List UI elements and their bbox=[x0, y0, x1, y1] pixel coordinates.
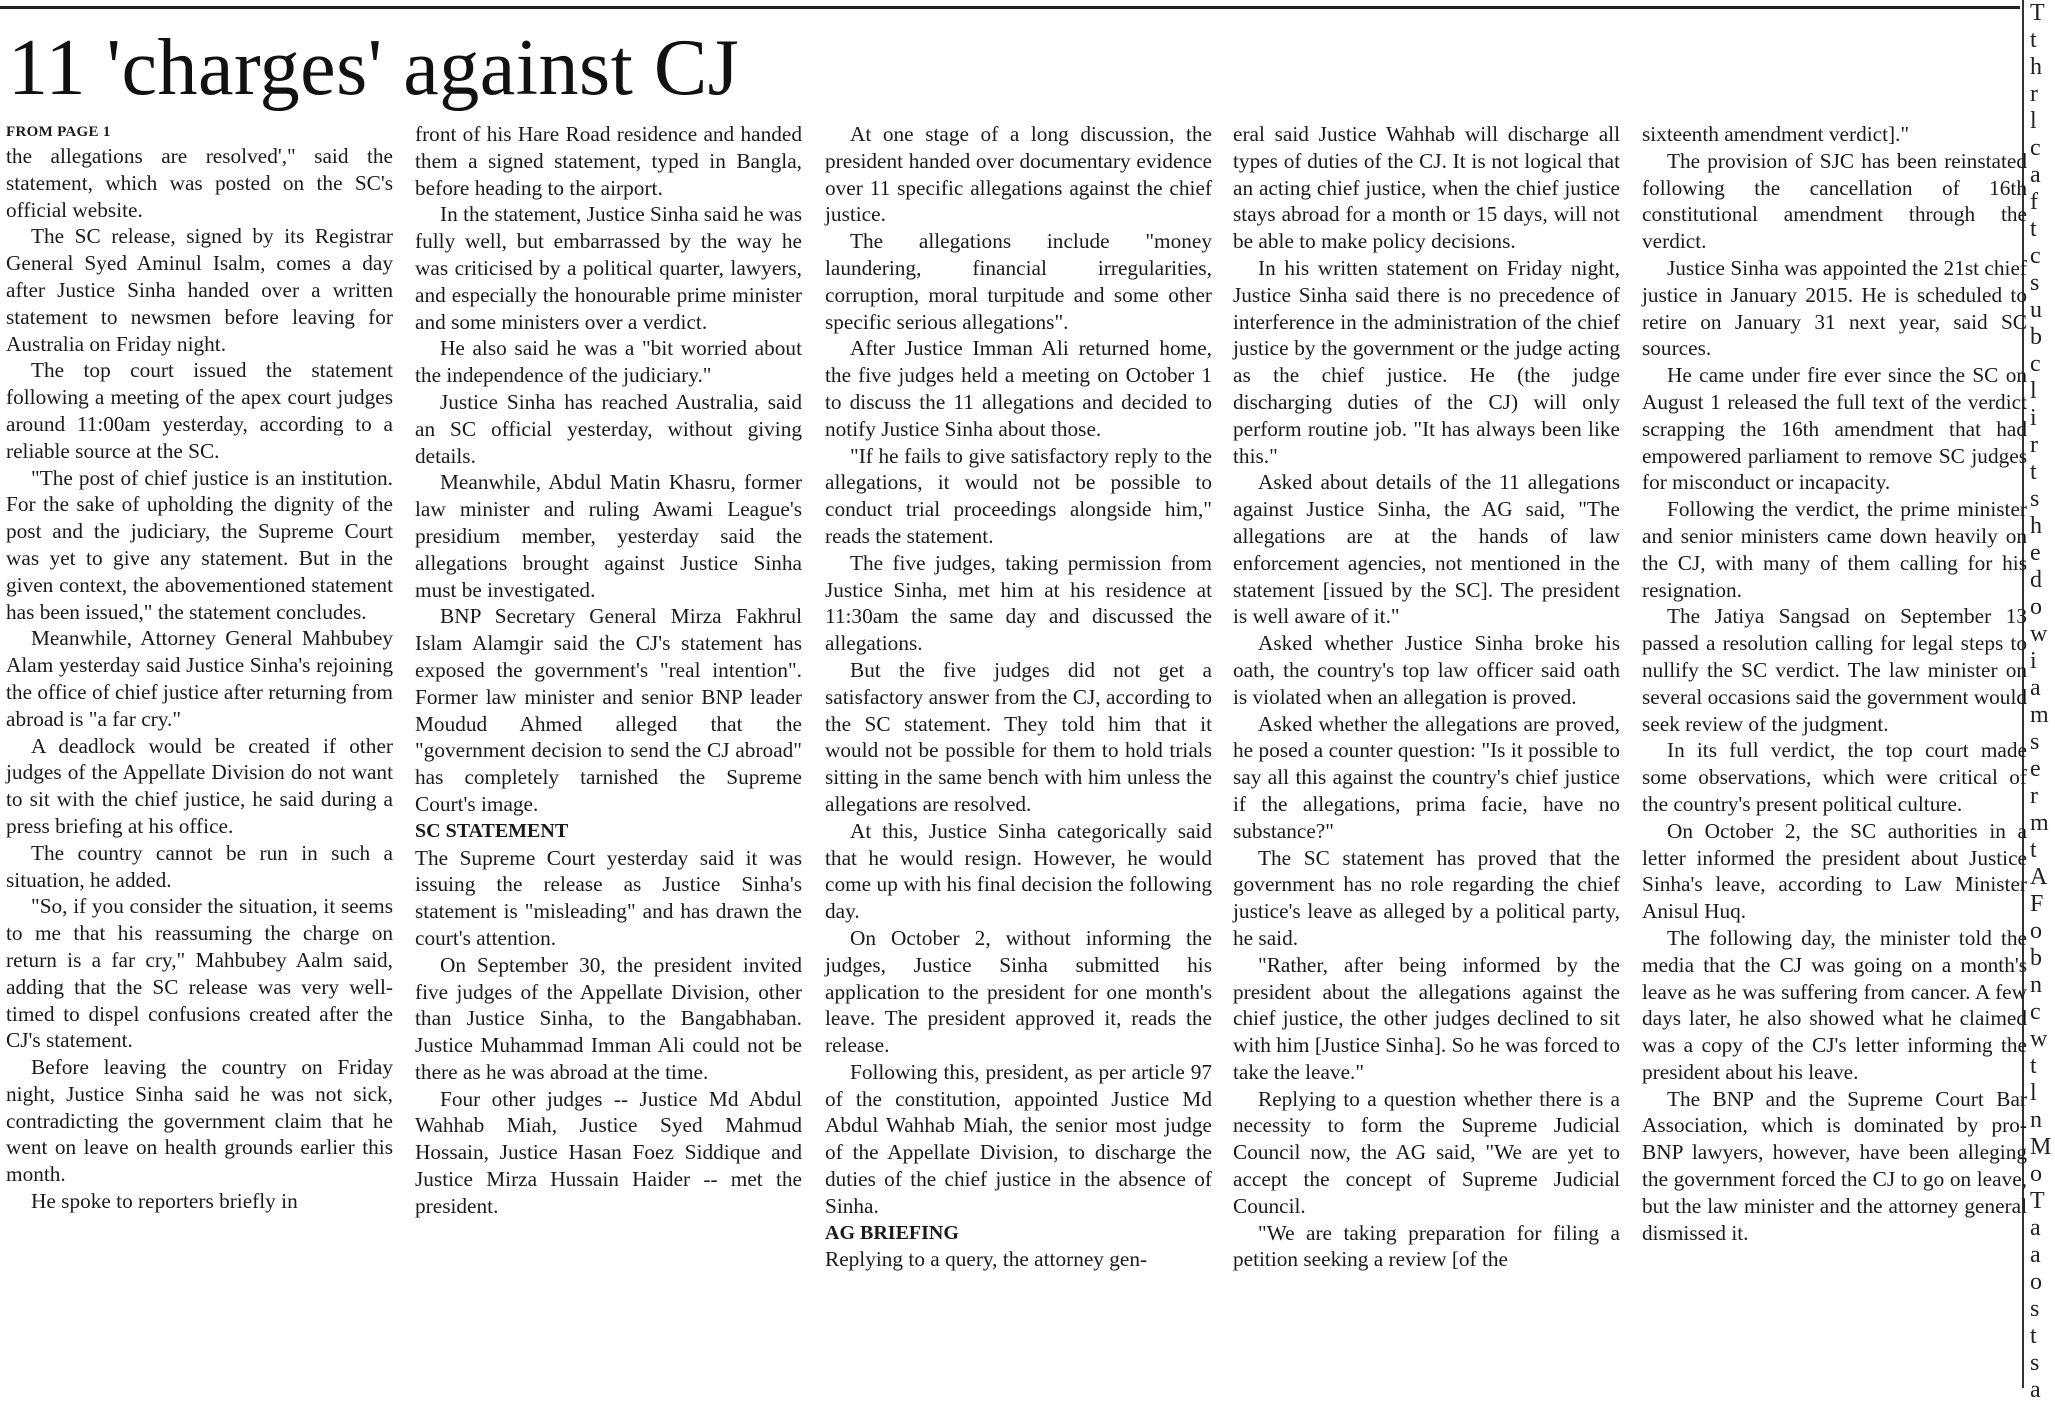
edge-letter: t bbox=[2030, 1323, 2037, 1349]
edge-letter: i bbox=[2030, 405, 2037, 431]
paragraph: Four other judges -- Justice Md Abdul Wahhab Miah, Justice Syed Mahmud Hossain, Justice Hasan Foez Siddique and Justice Mirza Hussain Haider -- met the president. bbox=[415, 1086, 802, 1218]
paragraph: Justice Sinha has reached Australia, said an SC official yesterday, without giving details. bbox=[415, 389, 802, 468]
adjacent-article-edge bbox=[2030, 0, 2055, 1403]
article-column-1 bbox=[6, 121, 393, 1361]
edge-letter: a bbox=[2030, 675, 2041, 701]
edge-letter: l bbox=[2030, 378, 2037, 404]
article-column-4 bbox=[1233, 121, 1620, 1361]
edge-letter: c bbox=[2030, 135, 2041, 161]
paragraph: eral said Justice Wahhab will discharge all types of duties of the CJ. It is not logical that an acting chief justice, when the chief justice stays abroad for a month or 15 days, will not be able to make policy decisions. bbox=[1233, 122, 1620, 254]
edge-letter: u bbox=[2030, 297, 2042, 323]
edge-letter: t bbox=[2030, 27, 2037, 53]
section-subhead: AG BRIEFING bbox=[825, 1221, 959, 1244]
edge-letter: i bbox=[2030, 648, 2037, 674]
edge-letter: a bbox=[2030, 1242, 2041, 1268]
edge-letter: t bbox=[2030, 1053, 2037, 1079]
paragraph: Following this, president, as per article 97 of the constitution, appointed Justice Md Abdul Wahhab Miah, the senior most judge of the Appellate Division, to discharge the duties of the chief justice in the absence of Sinha. bbox=[825, 1059, 1212, 1218]
paragraph: The Jatiya Sangsad on September 13 passed a resolution calling for legal steps to nullify the SC verdict. The law minister on several occasions said the government would seek review of the judgment. bbox=[1642, 604, 2028, 736]
edge-letter: A bbox=[2030, 864, 2048, 890]
edge-letter: F bbox=[2030, 891, 2044, 917]
edge-letter: d bbox=[2030, 567, 2042, 593]
paragraph: Asked about details of the 11 allegations against Justice Sinha, the AG said, "The allegations are at the hands of law enforcement agencies, not mentioned in the statement [issued by the SC]. The president is well aware of it." bbox=[1233, 470, 1620, 629]
paragraph: "If he fails to give satisfactory reply to the allegations, it would not be possible to conduct trial proceedings alongside him," reads the statement. bbox=[825, 443, 1212, 548]
paragraph: Before leaving the country on Friday night, Justice Sinha said he was not sick, contradicting the government claim that he went on leave on health grounds earlier this month. bbox=[6, 1055, 393, 1187]
edge-letter: h bbox=[2030, 513, 2042, 539]
edge-letter: a bbox=[2030, 162, 2041, 188]
paragraph: The SC release, signed by its Registrar General Syed Aminul Isalm, comes a day after Justice Sinha handed over a written statement to newsmen before leaving for Australia on Friday night. bbox=[6, 224, 393, 356]
edge-letter: t bbox=[2030, 459, 2037, 485]
paragraph: "Rather, after being informed by the president about the allegations against the chief justice, the other judges declined to sit with him [Justice Sinha]. So he was forced to take the leave." bbox=[1233, 952, 1620, 1084]
article-column-3 bbox=[825, 121, 1212, 1361]
edge-letter: r bbox=[2030, 81, 2038, 107]
section-subhead: SC STATEMENT bbox=[415, 819, 569, 842]
paragraph: On October 2, without informing the judges, Justice Sinha submitted his application to the president for one month's leave. The president approved it, reads the release. bbox=[825, 925, 1212, 1058]
edge-letter: T bbox=[2030, 1188, 2045, 1214]
edge-letter: h bbox=[2030, 54, 2042, 80]
edge-letter: e bbox=[2030, 756, 2041, 782]
edge-letter: M bbox=[2030, 1134, 2052, 1160]
edge-letter: o bbox=[2030, 1269, 2042, 1295]
edge-letter: a bbox=[2030, 1377, 2041, 1403]
paragraph: Meanwhile, Attorney General Mahbubey Alam yesterday said Justice Sinha's rejoining the office of chief justice after returning from abroad is "a far cry." bbox=[6, 626, 393, 731]
edge-letter: w bbox=[2030, 621, 2048, 647]
paragraph: In his written statement on Friday night, Justice Sinha said there is no precedence of interference in the administration of the chief justice by the government or the judge acting as the chief justice. He (the judge discharging duties of the CJ) will only perform routine job. "It has always been like this." bbox=[1233, 255, 1620, 468]
paragraph: "So, if you consider the situation, it seems to me that his reassuming the charge on return is a far cry," Mahbubey Aalm said, adding that the SC release was very well-timed to dispel confusions created after the CJ's statement. bbox=[6, 894, 393, 1053]
paragraph: Asked whether the allegations are proved, he posed a counter question: "Is it possible to say all this against the country's chief justice if the allegations, prima facie, have no substance?" bbox=[1233, 711, 1620, 843]
edge-letter: t bbox=[2030, 837, 2037, 863]
paragraph: "We are taking preparation for filing a petition seeking a review [of the bbox=[1233, 1220, 1620, 1272]
edge-letter: b bbox=[2030, 945, 2042, 971]
paragraph: On October 2, the SC authorities in a letter informed the president about Justice Sinha's leave, according to Law Minister Anisul Huq. bbox=[1642, 818, 2027, 924]
paragraph: the allegations are resolved'," said the statement, which was posted on the SC's official website. bbox=[6, 144, 393, 222]
paragraph: Replying to a query, the attorney gen- bbox=[825, 1247, 1148, 1272]
paragraph: Justice Sinha was appointed the 21st chief justice in January 2015. He is scheduled to retire on January 31 next year, said SC sources. bbox=[1642, 255, 2027, 361]
paragraph: The allegations include "money laundering, financial irregularities, corruption, moral turpitude and some other specific serious allegations". bbox=[825, 229, 1212, 334]
paragraph: BNP Secretary General Mirza Fakhrul Islam Alamgir said the CJ's statement has exposed the government's "real intention". Former law minister and senior BNP leader Moudud Ahmed alleged that the "government decision to send the CJ abroad" has completely tarnished the Supreme Court's image. bbox=[415, 604, 802, 816]
edge-letter: o bbox=[2030, 918, 2042, 944]
edge-letter: c bbox=[2030, 351, 2041, 377]
edge-letter: c bbox=[2030, 243, 2041, 269]
edge-letter: b bbox=[2030, 324, 2042, 350]
edge-letter: s bbox=[2030, 1350, 2040, 1376]
paragraph: The provision of SJC has been reinstated following the cancellation of 16th constitutional amendment through the verdict. bbox=[1642, 148, 2027, 254]
paragraph: At one stage of a long discussion, the president handed over documentary evidence over 11 specific allegations against the chief justice. bbox=[825, 122, 1212, 227]
edge-letter: m bbox=[2030, 702, 2049, 728]
edge-letter: t bbox=[2030, 216, 2037, 242]
paragraph: In the statement, Justice Sinha said he was fully well, but embarrassed by the way he was criticised by a political quarter, lawyers, and especially the honourable prime minister and some ministers over a verdict. bbox=[415, 202, 802, 334]
paragraph: On September 30, the president invited five judges of the Appellate Division, other than Justice Sinha, to the Bangabhaban. Justice Muhammad Imman Ali could not be there as he was abroad at the time. bbox=[415, 952, 802, 1084]
paragraph: Following the verdict, the prime minister and senior ministers came down heavily on the CJ, with many of them calling for his resignation. bbox=[1642, 497, 2027, 602]
paragraph: He spoke to reporters briefly in bbox=[31, 1189, 298, 1214]
headline: 11 'charges' against CJ bbox=[8, 24, 740, 112]
paragraph: But the five judges did not get a satisfactory answer from the CJ, according to the SC statement. They told him that it would not be possible for them to hold trials sitting in the same bench with him unless the allegations are resolved. bbox=[825, 657, 1212, 816]
edge-letter: r bbox=[2030, 783, 2038, 809]
continuation-kicker: FROM PAGE 1 bbox=[6, 124, 111, 140]
paragraph: Replying to a question whether there is a necessity to form the Supreme Judicial Council now, the AG said, "We are yet to accept the concept of Supreme Judicial Council. bbox=[1233, 1086, 1620, 1218]
paragraph: sixteenth amendment verdict]." bbox=[1642, 122, 1910, 146]
edge-letter: m bbox=[2030, 810, 2049, 836]
paragraph: After Justice Imman Ali returned home, the five judges held a meeting on October 1 to discuss the 11 allegations and decided to notify Justice Sinha about those. bbox=[825, 336, 1212, 441]
paragraph: "The post of chief justice is an institution. For the sake of upholding the dignity of the post and the judiciary, the Supreme Court was yet to give any statement. But in the given context, the abovementioned statement has been issued," the statement concludes. bbox=[6, 465, 393, 624]
paragraph: The BNP and the Supreme Court Bar Association, which is dominated by pro-BNP lawyers, however, have been alleging the government forced the CJ to go on leave, but the law minister and the attorney general dismissed it. bbox=[1642, 1086, 2027, 1245]
top-rule bbox=[0, 6, 2020, 9]
paragraph: He came under fire ever since the SC on August 1 released the full text of the verdict scrapping the 16th amendment that had empowered parliament to remove SC judges for misconduct or incapacity. bbox=[1642, 363, 2027, 495]
paragraph: He also said he was a "bit worried about the independence of the judiciary." bbox=[415, 336, 802, 388]
edge-letter: e bbox=[2030, 540, 2041, 566]
paragraph: At this, Justice Sinha categorically said that he would resign. However, he would come up with his final decision the following day. bbox=[825, 818, 1212, 924]
edge-letter: o bbox=[2030, 1161, 2042, 1187]
edge-letter: r bbox=[2030, 432, 2038, 458]
paragraph: A deadlock would be created if other judges of the Appellate Division do not want to sit with the chief justice, he said during a press briefing at his office. bbox=[6, 733, 393, 838]
edge-letter: s bbox=[2030, 270, 2040, 296]
edge-letter: o bbox=[2030, 594, 2042, 620]
paragraph: The Supreme Court yesterday said it was issuing the release as Justice Sinha's statement is "misleading" and has drawn the court's attention. bbox=[415, 845, 802, 950]
paragraph: In its full verdict, the top court made some observations, which were critical of the country's present political culture. bbox=[1642, 738, 2027, 816]
edge-letter: f bbox=[2030, 189, 2038, 215]
edge-letter: s bbox=[2030, 486, 2040, 512]
edge-letter: l bbox=[2030, 108, 2037, 134]
edge-letter: n bbox=[2030, 972, 2042, 998]
article-column-2 bbox=[415, 121, 802, 1361]
paragraph: The five judges, taking permission from Justice Sinha, met him at his residence at 11:30am the same day and discussed the allegations. bbox=[825, 550, 1212, 656]
paragraph: The SC statement has proved that the government has no role regarding the chief justice's leave as alleged by a political party, he said. bbox=[1233, 845, 1620, 950]
paragraph: Asked whether Justice Sinha broke his oath, the country's top law officer said oath is violated when an allegation is proved. bbox=[1233, 631, 1620, 709]
paragraph: Meanwhile, Abdul Matin Khasru, former law minister and ruling Awami League's presidium member, yesterday said the allegations brought against Justice Sinha must be investigated. bbox=[415, 470, 802, 602]
edge-letter: l bbox=[2030, 1080, 2037, 1106]
edge-letter: c bbox=[2030, 999, 2041, 1025]
edge-letter: w bbox=[2030, 1026, 2048, 1052]
edge-letter: n bbox=[2030, 1107, 2042, 1133]
paragraph: The following day, the minister told the media that the CJ was going on a month's leave as he was suffering from cancer. A few days later, he also showed what he claimed was a copy of the CJ's letter informing the president about his leave. bbox=[1642, 925, 2027, 1084]
paragraph: The country cannot be run in such a situation, he added. bbox=[6, 840, 393, 892]
edge-letter: s bbox=[2030, 1296, 2040, 1322]
edge-letter: s bbox=[2030, 729, 2040, 755]
article-column-5 bbox=[1642, 121, 2027, 1361]
edge-letter: T bbox=[2030, 0, 2045, 26]
edge-letter: a bbox=[2030, 1215, 2041, 1241]
paragraph: front of his Hare Road residence and handed them a signed statement, typed in Bangla, before heading to the airport. bbox=[415, 122, 802, 200]
paragraph: The top court issued the statement following a meeting of the apex court judges around 11:00am yesterday, according to a reliable source at the SC. bbox=[6, 358, 393, 463]
